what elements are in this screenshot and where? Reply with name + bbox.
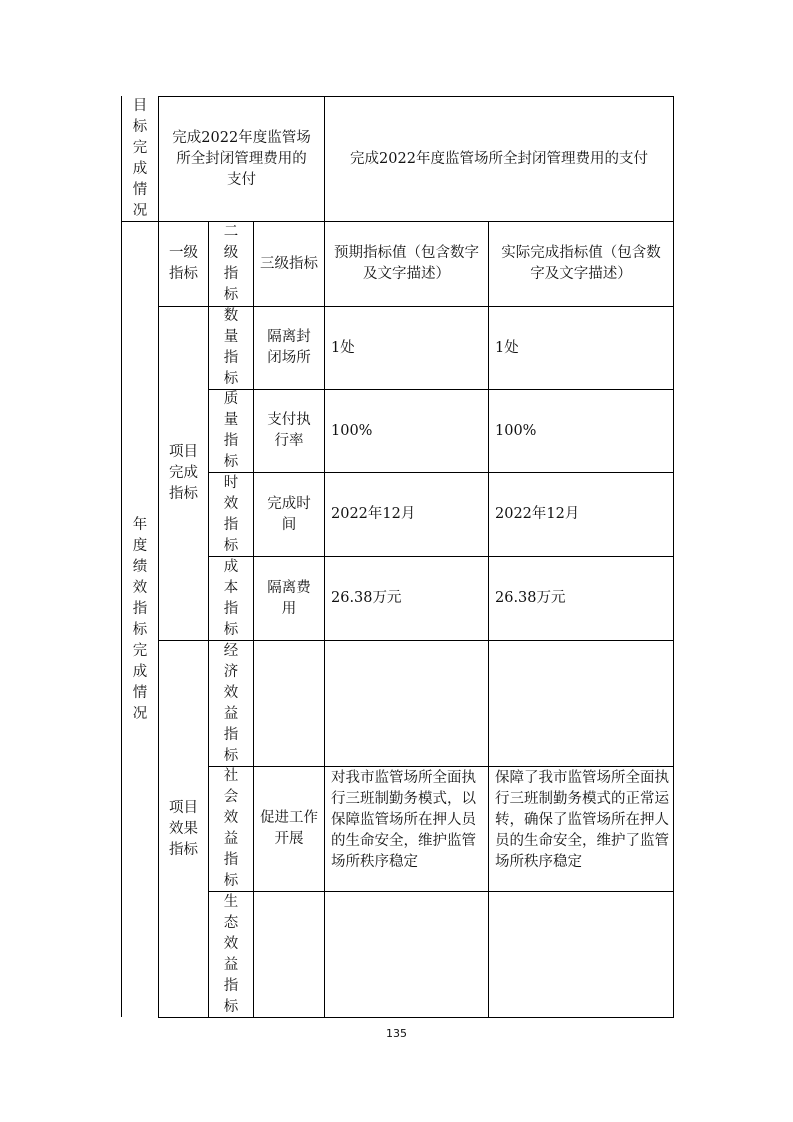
row-l3: 隔离费用 bbox=[267, 579, 311, 617]
perf-label-cell bbox=[122, 222, 158, 1017]
header-level2: 二级指标 bbox=[223, 224, 239, 303]
row-actual bbox=[489, 892, 673, 1017]
goal-label-cell bbox=[122, 97, 158, 221]
row-actual bbox=[489, 641, 673, 766]
row-expected: 2022年12月 bbox=[331, 506, 416, 522]
header-actual: 实际完成指标值（包含数字及文字描述） bbox=[501, 245, 661, 282]
row-l3: 支付执行率 bbox=[267, 412, 311, 449]
header-expected: 预期指标值（包含数字及文字描述） bbox=[334, 245, 479, 282]
row-l2: 成本指标 bbox=[223, 558, 239, 638]
row-l2: 经济效益指标 bbox=[223, 642, 239, 764]
row-l2: 生态效益指标 bbox=[223, 893, 239, 1015]
row-l3 bbox=[254, 892, 324, 1017]
group-completion-label: 项目完成指标 bbox=[169, 444, 198, 502]
row-l2: 时效指标 bbox=[223, 474, 239, 554]
row-l3: 促进工作开展 bbox=[260, 810, 318, 847]
row-expected: 26.38万元 bbox=[331, 590, 402, 606]
row-l2: 数量指标 bbox=[223, 308, 239, 387]
row-expected: 1处 bbox=[331, 339, 355, 356]
header-level1: 一级指标 bbox=[169, 245, 198, 282]
goal-actual: 完成2022年度监管场所全封闭管理费用的支付 bbox=[350, 150, 648, 167]
goal-actual-cell bbox=[325, 97, 673, 221]
row-l3: 完成时间 bbox=[267, 495, 311, 533]
row-l2: 质量指标 bbox=[223, 391, 239, 470]
row-l3 bbox=[254, 641, 324, 766]
perf-label: 年度绩效指标完成情况 bbox=[132, 516, 148, 722]
row-expected bbox=[325, 892, 488, 1017]
row-l3: 隔离封闭场所 bbox=[267, 329, 311, 366]
goal-expected: 完成2022年度监管场所全封闭管理费用的支付 bbox=[172, 129, 311, 188]
row-actual: 100% bbox=[495, 422, 537, 439]
goal-expected-cell bbox=[159, 97, 324, 221]
row-actual: 保障了我市监管场所全面执行三班制勤务模式的正常运转，确保了监管场所在押人员的生命安全，维护了监管场所秩序稳定 bbox=[495, 770, 669, 870]
row-expected: 100% bbox=[331, 422, 373, 439]
row-expected bbox=[325, 641, 488, 766]
group-effect-label: 项目效果指标 bbox=[169, 799, 198, 858]
header-level3: 三级指标 bbox=[260, 255, 318, 272]
row-actual: 1处 bbox=[495, 339, 519, 356]
row-l2: 社会效益指标 bbox=[223, 768, 239, 889]
page-number: 135 bbox=[386, 1027, 407, 1040]
row-actual: 2022年12月 bbox=[495, 506, 580, 522]
row-expected: 对我市监管场所全面执行三班制勤务模式，以保障监管场所在押人员的生命安全，维护监管场所秩序稳定 bbox=[331, 770, 476, 870]
goal-label: 目标完成情况 bbox=[132, 98, 148, 219]
row-actual: 26.38万元 bbox=[495, 590, 566, 606]
